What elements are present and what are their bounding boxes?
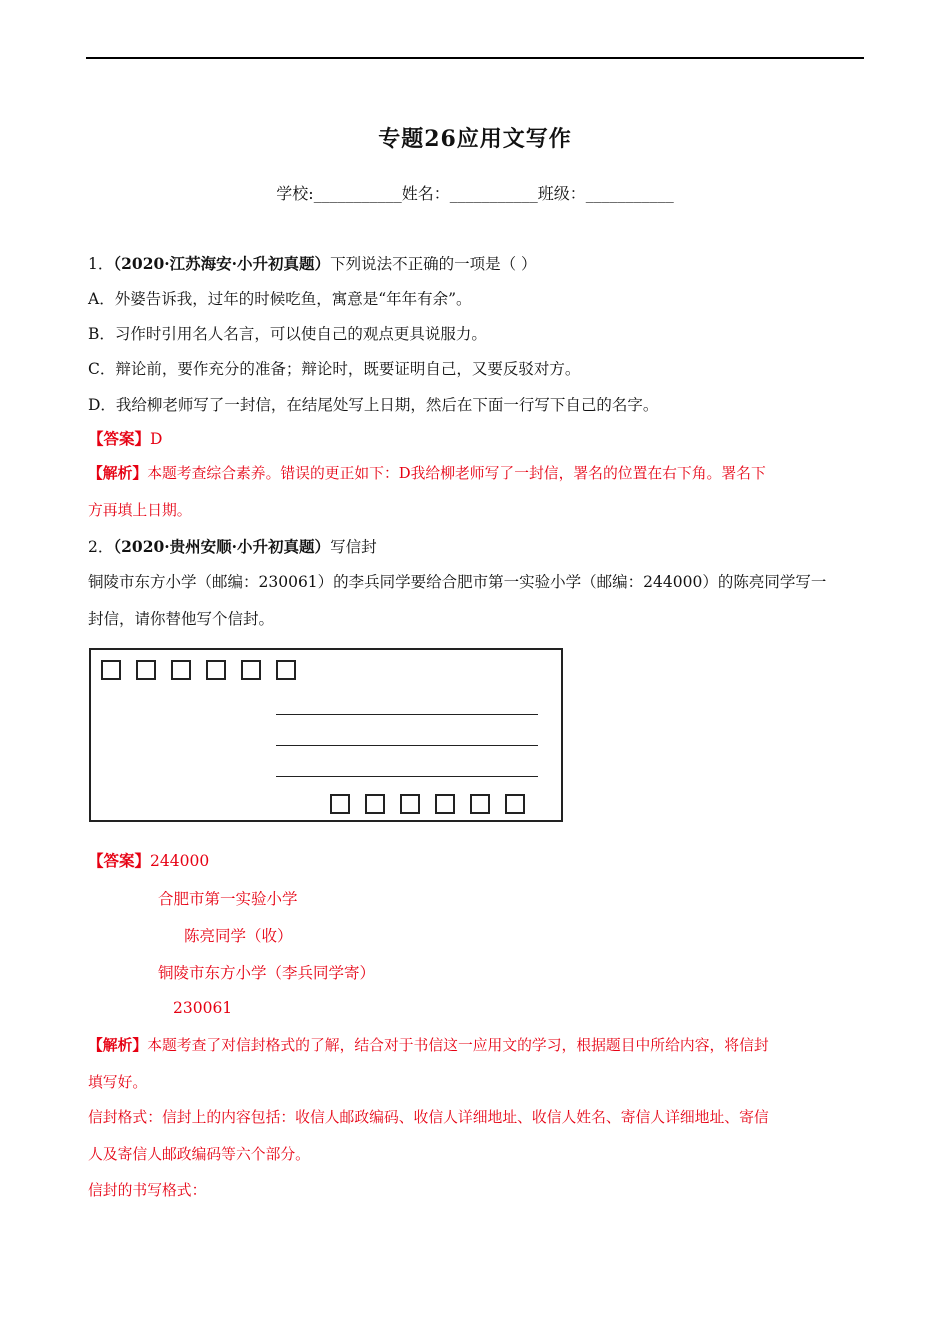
question-1-analysis-line-2: 方再填上日期。: [88, 502, 192, 519]
question-1-analysis-line-1: [88, 462, 766, 483]
option-c: C．辩论前，要作充分的准备；辩论时，既要证明自己，又要反驳对方。: [88, 360, 581, 378]
answer-label: 【答案】: [88, 851, 151, 870]
recipient-postcode-box: [276, 660, 296, 680]
question-stem: 下列说法不正确的一项是（ ）: [330, 255, 537, 273]
recipient-postcode-box: [206, 660, 226, 680]
recipient-postcode-box: [241, 660, 261, 680]
question-2-analysis-line-3: 信封格式：信封上的内容包括：收信人邮政编码、收信人详细地址、收信人姓名、寄信人详细地址、寄信: [88, 1109, 769, 1126]
sender-postcode-box: [365, 794, 385, 814]
question-source: （2020·江苏海安·小升初真题）: [113, 254, 331, 273]
recipient-postcode-box: [136, 660, 156, 680]
sender-postcode-box: [470, 794, 490, 814]
question-2-analysis-line-2: 填写好。: [88, 1074, 148, 1091]
question-2-analysis-line-1: [88, 1034, 769, 1055]
question-2-body-line-1: 铜陵市东方小学（邮编：230061）的李兵同学要给合肥市第一实验小学（邮编：244000）的陈亮同学写一: [88, 573, 827, 591]
answer-postcode-recipient: 244000: [150, 852, 210, 870]
question-2-answer: [88, 849, 209, 871]
question-number: 1．: [88, 255, 114, 273]
answer-label: 【答案】: [88, 429, 151, 448]
sender-postcode-box: [505, 794, 525, 814]
analysis-label: 【解析】: [88, 1037, 148, 1054]
question-2-header: [88, 535, 377, 557]
address-line: [276, 776, 538, 777]
page-title: 专题26应用文写作: [378, 126, 572, 152]
question-1-header: [88, 252, 537, 274]
answer-sender-address: 铜陵市东方小学（李兵同学寄）: [158, 964, 376, 982]
sender-postcode-box: [400, 794, 420, 814]
question-1-answer: [88, 427, 162, 449]
recipient-postcode-box: [101, 660, 121, 680]
analysis-text: 本题考查了对信封格式的了解，结合对于书信这一应用文的学习，根据题目中所给内容，将信封: [147, 1037, 769, 1054]
sender-postcode-box: [435, 794, 455, 814]
student-info-line: 学校:___________姓名：___________班级：___________: [276, 184, 674, 203]
question-stem: 写信封: [330, 538, 377, 556]
question-2-analysis-line-4: 人及寄信人邮政编码等六个部分。: [88, 1146, 310, 1163]
analysis-text: 本题考查综合素养。错误的更正如下：D我给柳老师写了一封信，署名的位置在右下角。署名下: [147, 465, 766, 482]
option-b: B．习作时引用名人名言，可以使自己的观点更具说服力。: [88, 325, 487, 343]
header-rule: [86, 57, 864, 59]
answer-value: D: [150, 430, 163, 448]
answer-recipient-name: 陈亮同学（收）: [184, 927, 293, 945]
address-line: [276, 745, 538, 746]
question-source: （2020·贵州安顺·小升初真题）: [113, 537, 331, 556]
answer-postcode-sender: 230061: [173, 999, 233, 1017]
answer-recipient-address: 合肥市第一实验小学: [158, 890, 298, 908]
recipient-postcode-box: [171, 660, 191, 680]
option-a: A．外婆告诉我，过年的时候吃鱼，寓意是“年年有余”。: [88, 290, 472, 308]
envelope-diagram: [89, 648, 563, 822]
question-2-body-line-2: 封信，请你替他写个信封。: [88, 610, 275, 628]
analysis-label: 【解析】: [88, 465, 148, 482]
question-number: 2．: [88, 538, 114, 556]
question-2-analysis-line-5: 信封的书写格式：: [88, 1182, 207, 1199]
sender-postcode-box: [330, 794, 350, 814]
option-d: D．我给柳老师写了一封信，在结尾处写上日期，然后在下面一行写下自己的名字。: [88, 396, 659, 414]
address-line: [276, 714, 538, 715]
